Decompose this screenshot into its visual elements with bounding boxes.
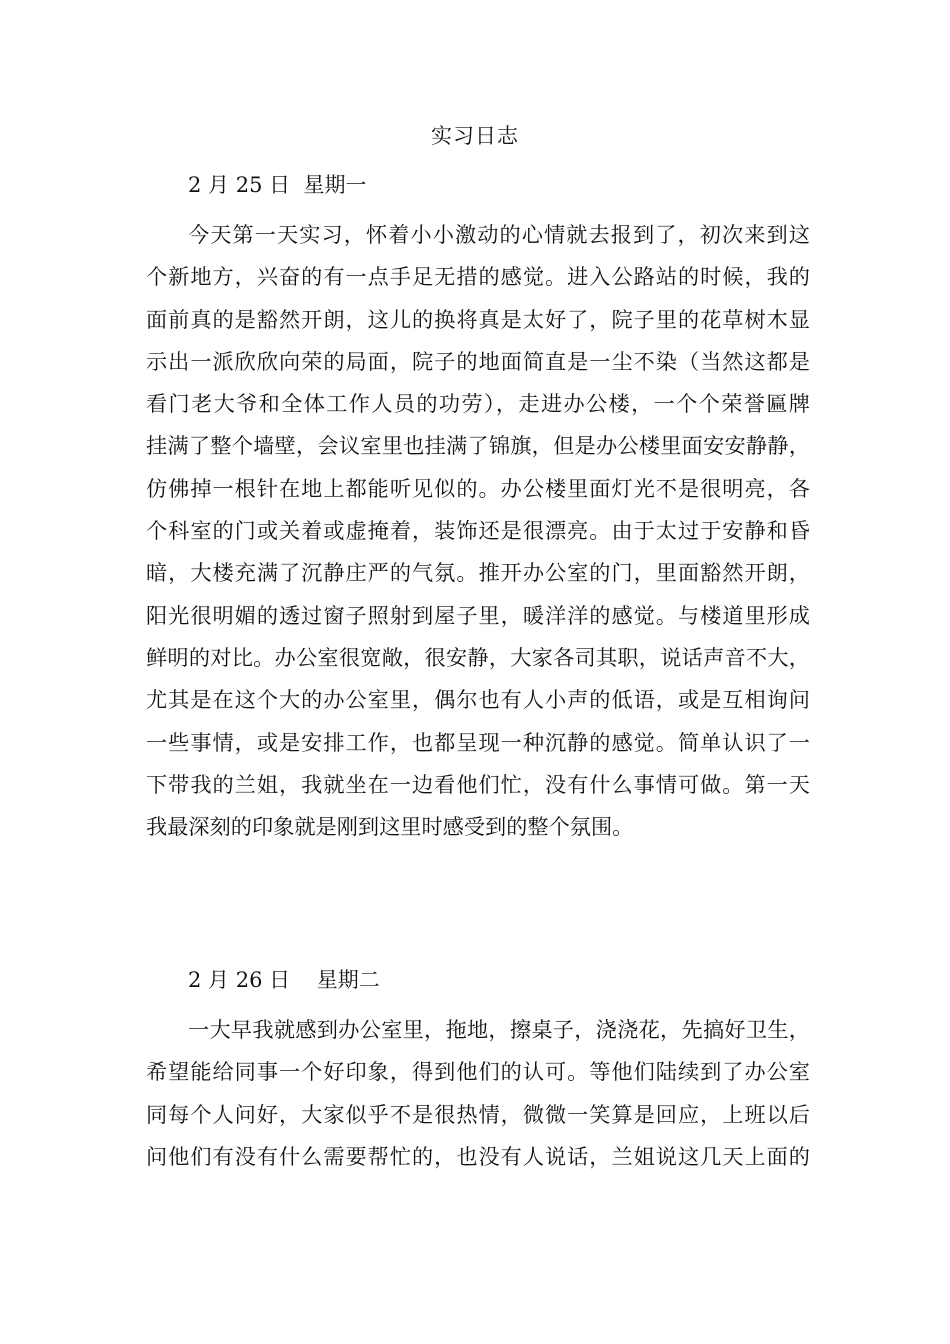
paragraph-line: 个新地方，兴奋的有一点手足无措的感觉。进入公路站的时候，我的 bbox=[146, 264, 810, 290]
paragraph-line: 今天第一天实习，怀着小小激动的心情就去报到了，初次来到这 bbox=[188, 222, 810, 247]
paragraph-line: 仿佛掉一根针在地上都能听见似的。办公楼里面灯光不是很明亮，各 bbox=[146, 475, 810, 501]
paragraph-line: 鲜明的对比。办公室很宽敞，很安静，大家各司其职，说话声音不大， bbox=[146, 644, 810, 670]
paragraph-line: 挂满了整个墙壁，会议室里也挂满了锦旗，但是办公楼里面安安静静， bbox=[146, 433, 810, 459]
paragraph-line: 阳光很明媚的透过窗子照射到屋子里，暖洋洋的感觉。与楼道里形成 bbox=[146, 602, 810, 628]
paragraph-line: 个科室的门或关着或虚掩着，装饰还是很漂亮。由于太过于安静和昏 bbox=[146, 518, 810, 544]
paragraph-line: 尤其是在这个大的办公室里，偶尔也有人小声的低语，或是互相询问 bbox=[146, 687, 810, 713]
paragraph-line: 一些事情，或是安排工作，也都呈现一种沉静的感觉。简单认识了一 bbox=[146, 729, 810, 755]
paragraph-line: 我最深刻的印象就是刚到这里时感受到的整个氛围。 bbox=[146, 814, 634, 840]
paragraph-line: 一大早我就感到办公室里，拖地，擦桌子，浇浇花，先搞好卫生， bbox=[188, 1017, 810, 1042]
paragraph-line: 问他们有没有什么需要帮忙的，也没有人说话，兰姐说这几天上面的 bbox=[146, 1143, 810, 1169]
entry-date-heading: 2 月 26 日 星期二 bbox=[188, 968, 380, 992]
paragraph-line: 示出一派欣欣向荣的局面，院子的地面简直是一尘不染（当然这都是 bbox=[146, 348, 810, 374]
entry-paragraph bbox=[146, 1009, 810, 1178]
paragraph-line: 希望能给同事一个好印象，得到他们的认可。等他们陆续到了办公室 bbox=[146, 1059, 810, 1085]
paragraph-line: 同每个人问好，大家似乎不是很热情，微微一笑算是回应，上班以后 bbox=[146, 1101, 810, 1127]
paragraph-line: 暗，大楼充满了沉静庄严的气氛。推开办公室的门，里面豁然开朗， bbox=[146, 560, 810, 586]
entry-paragraph bbox=[146, 214, 810, 848]
paragraph-line: 看门老大爷和全体工作人员的功劳），走进办公楼，一个个荣誉匾牌 bbox=[146, 391, 810, 417]
paragraph-line: 下带我的兰姐，我就坐在一边看他们忙，没有什么事情可做。第一天 bbox=[146, 771, 810, 797]
document-title: 实习日志 bbox=[431, 124, 519, 148]
entry-date-heading: 2 月 25 日 星期一 bbox=[188, 173, 367, 197]
paragraph-line: 面前真的是豁然开朗，这儿的换将真是太好了，院子里的花草树木显 bbox=[146, 306, 810, 332]
